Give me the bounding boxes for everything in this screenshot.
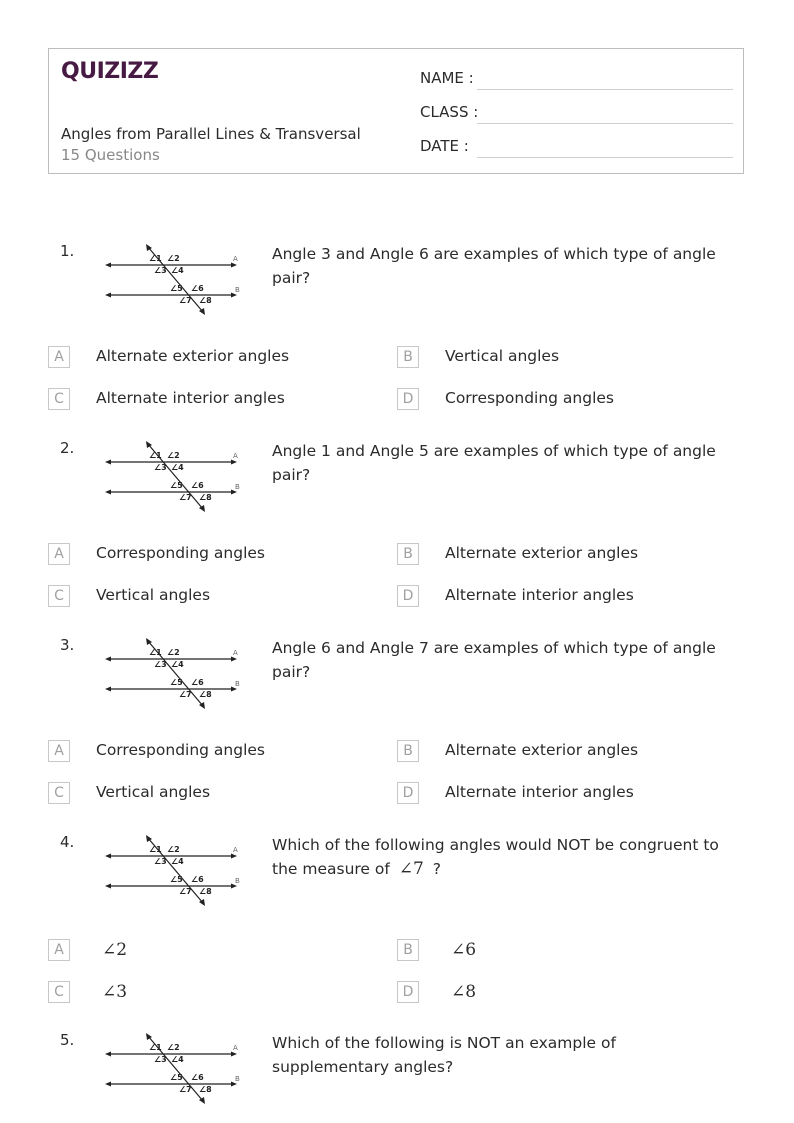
diagram-label-a4: ∠4 [171, 857, 184, 866]
diagram-label-lineB: B [235, 286, 240, 294]
option-letter: B [397, 939, 419, 961]
parallel-lines-diagram [102, 236, 247, 321]
class-field[interactable] [420, 103, 478, 121]
option-text: Vertical angles [96, 586, 211, 604]
diagram-label-lineA: A [233, 649, 238, 657]
diagram-label-lineA: A [233, 846, 238, 854]
name-label: NAME : [420, 69, 474, 87]
option-letter: C [48, 782, 70, 804]
diagram-label-a7: ∠7 [179, 493, 192, 502]
diagram-label-a4: ∠4 [171, 463, 184, 472]
diagram-label-a1: ∠1 [149, 845, 162, 854]
diagram-label-a1: ∠1 [149, 1043, 162, 1052]
option-letter: C [48, 981, 70, 1003]
question-5 [0, 1031, 794, 1123]
question-number: 5. [60, 1031, 75, 1049]
diagram-label-a7: ∠7 [179, 887, 192, 896]
option-text: Alternate interior angles [445, 783, 634, 801]
option-text: ∠6 [451, 940, 477, 960]
diagram-label-a7: ∠7 [179, 690, 192, 699]
option-text: Alternate exterior angles [445, 544, 639, 562]
class-line [477, 123, 733, 124]
option-letter: D [397, 782, 419, 804]
question-number: 2. [60, 439, 75, 457]
option-text: Vertical angles [96, 783, 211, 801]
option-letter: B [397, 740, 419, 762]
question-text: Angle 1 and Angle 5 are examples of which type of angle pair? [272, 442, 716, 484]
parallel-lines-diagram [102, 827, 247, 912]
diagram-label-a8: ∠8 [199, 690, 212, 699]
question-number: 1. [60, 242, 75, 260]
diagram-label-a1: ∠1 [149, 254, 162, 263]
diagram-label-a6: ∠6 [191, 284, 204, 293]
date-label: DATE : [420, 137, 469, 155]
diagram-label-a5: ∠5 [170, 481, 183, 490]
diagram-label-lineA: A [233, 452, 238, 460]
question-number: 3. [60, 636, 75, 654]
question-text-main: Which of the following angles would NOT be congruent to the measure of [272, 836, 719, 878]
option-letter: C [48, 388, 70, 410]
diagram-label-a8: ∠8 [199, 1085, 212, 1094]
diagram-label-a6: ∠6 [191, 875, 204, 884]
option-text: Vertical angles [445, 347, 560, 365]
diagram-label-lineB: B [235, 877, 240, 885]
angle-7-symbol: ∠7 [398, 859, 424, 879]
diagram-label-lineB: B [235, 483, 240, 491]
diagram-label-a7: ∠7 [179, 1085, 192, 1094]
diagram-label-a5: ∠5 [170, 678, 183, 687]
diagram-label-a5: ∠5 [170, 284, 183, 293]
diagram-label-a7: ∠7 [179, 296, 192, 305]
diagram-label-a4: ∠4 [171, 266, 184, 275]
name-field[interactable] [420, 69, 474, 87]
parallel-lines-diagram [102, 433, 247, 518]
diagram-label-a3: ∠3 [154, 1055, 167, 1064]
question-count: 15 Questions [61, 146, 160, 164]
question-number: 4. [60, 833, 75, 851]
diagram-label-a6: ∠6 [191, 1073, 204, 1082]
worksheet-title: Angles from Parallel Lines & Transversal [61, 125, 361, 143]
option-letter: D [397, 981, 419, 1003]
option-letter: A [48, 543, 70, 565]
quizizz-logo: QUIZIZZ [61, 59, 159, 84]
question-text [272, 833, 732, 881]
option-letter: A [48, 740, 70, 762]
diagram-label-a3: ∠3 [154, 660, 167, 669]
option-letter: B [397, 543, 419, 565]
diagram-label-a8: ∠8 [199, 493, 212, 502]
worksheet-header [48, 48, 744, 174]
option-letter: D [397, 585, 419, 607]
diagram-label-a4: ∠4 [171, 1055, 184, 1064]
option-text: Corresponding angles [96, 544, 266, 562]
diagram-label-a5: ∠5 [170, 1073, 183, 1082]
class-label: CLASS : [420, 103, 479, 121]
option-letter: A [48, 346, 70, 368]
diagram-label-a2: ∠2 [167, 451, 180, 460]
question-text: Angle 3 and Angle 6 are examples of which type of angle pair? [272, 245, 716, 287]
option-text: Alternate interior angles [96, 389, 285, 407]
diagram-label-a2: ∠2 [167, 845, 180, 854]
diagram-label-a8: ∠8 [199, 887, 212, 896]
parallel-lines-diagram [102, 630, 247, 715]
diagram-label-a4: ∠4 [171, 660, 184, 669]
date-line [477, 157, 733, 158]
diagram-label-a8: ∠8 [199, 296, 212, 305]
option-text: Corresponding angles [445, 389, 615, 407]
diagram-label-a1: ∠1 [149, 451, 162, 460]
date-field[interactable] [420, 137, 469, 155]
question-text: Which of the following is NOT an example of supplementary angles? [272, 1034, 616, 1076]
diagram-label-a3: ∠3 [154, 463, 167, 472]
diagram-label-a6: ∠6 [191, 678, 204, 687]
option-letter: A [48, 939, 70, 961]
diagram-label-a2: ∠2 [167, 254, 180, 263]
question-1 [0, 242, 794, 439]
diagram-label-a3: ∠3 [154, 266, 167, 275]
option-text: Alternate exterior angles [445, 741, 639, 759]
diagram-label-lineA: A [233, 255, 238, 263]
question-text-end: ? [432, 860, 442, 878]
option-text: Alternate interior angles [445, 586, 634, 604]
diagram-label-lineA: A [233, 1044, 238, 1052]
question-4 [0, 833, 794, 1030]
diagram-label-lineB: B [235, 680, 240, 688]
option-text: ∠3 [102, 982, 128, 1002]
option-text: ∠8 [451, 982, 477, 1002]
option-letter: D [397, 388, 419, 410]
option-text: Corresponding angles [96, 741, 266, 759]
diagram-label-a2: ∠2 [167, 648, 180, 657]
option-text: Alternate exterior angles [96, 347, 290, 365]
option-letter: B [397, 346, 419, 368]
parallel-lines-diagram [102, 1025, 247, 1110]
name-line [477, 89, 733, 90]
question-2 [0, 439, 794, 636]
diagram-label-a2: ∠2 [167, 1043, 180, 1052]
question-3 [0, 636, 794, 833]
option-text: ∠2 [102, 940, 128, 960]
question-text: Angle 6 and Angle 7 are examples of which type of angle pair? [272, 639, 716, 681]
option-letter: C [48, 585, 70, 607]
diagram-label-a1: ∠1 [149, 648, 162, 657]
diagram-label-a3: ∠3 [154, 857, 167, 866]
diagram-label-a6: ∠6 [191, 481, 204, 490]
diagram-label-a5: ∠5 [170, 875, 183, 884]
diagram-label-lineB: B [235, 1075, 240, 1083]
